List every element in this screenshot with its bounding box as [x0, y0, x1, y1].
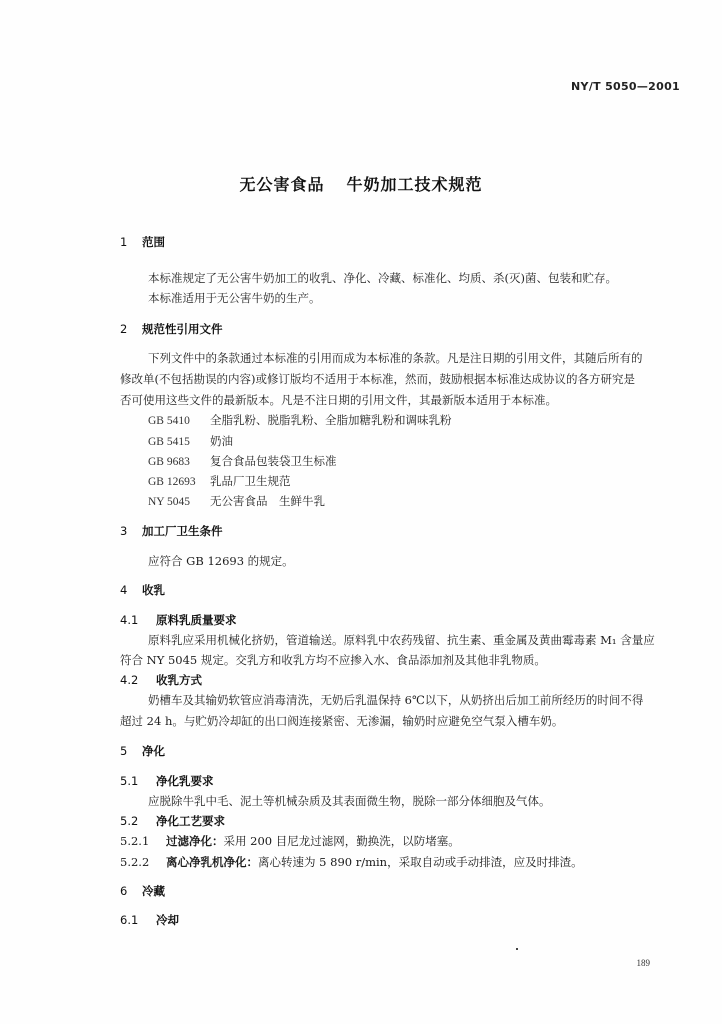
section-number: 6 — [120, 884, 128, 898]
document-title — [0, 172, 722, 195]
reference-name: 全脂乳粉、脱脂乳粉、全脂加糖乳粉和调味乳粉 — [210, 413, 452, 427]
section-number: 1 — [120, 235, 128, 249]
reference-name: 无公害食品 生鲜牛乳 — [210, 494, 325, 508]
clause-text: 采用 200 目尼龙过滤网，勤换洗，以防堵塞。 — [223, 834, 460, 848]
reference-code: NY 5045 — [148, 496, 191, 508]
section-4-2-line-2: 超过 24 h。与贮奶冷却缸的出口阀连接紧密、无渗漏，输奶时应避免空气泵入槽车奶。 — [120, 714, 564, 728]
section-4-1-line-1: 原料乳应采用机械化挤奶，管道输送。原料乳中农药残留、抗生素、重金属及黄曲霉毒素 M₁ 含量应 — [148, 633, 655, 647]
section-5-2-2 — [120, 854, 583, 870]
subsection-title: 冷却 — [156, 913, 179, 927]
subsection-number: 5.2 — [120, 814, 139, 828]
section-2-paragraph-line-3: 否可使用这些文件的最新版本。凡是不注日期的引用文件，其最新版本适用于本标准。 — [120, 393, 557, 407]
section-number: 4 — [120, 583, 128, 597]
section-title: 规范性引用文件 — [142, 322, 223, 336]
title-part-2: 牛奶加工技术规范 — [346, 175, 483, 194]
reference-code: GB 12693 — [148, 476, 196, 488]
section-2-paragraph-line-1: 下列文件中的条款通过本标准的引用而成为本标准的条款。凡是注日期的引用文件，其随后所有的 — [148, 351, 643, 365]
reference-item — [148, 412, 452, 428]
section-6-heading — [120, 883, 165, 899]
reference-code: GB 9683 — [148, 456, 190, 468]
subsection-number: 4.2 — [120, 673, 139, 687]
reference-item — [148, 493, 325, 509]
standard-code: NY/T 5050—2001 — [571, 80, 680, 93]
subsection-number: 5.1 — [120, 774, 139, 788]
title-part-1: 无公害食品 — [239, 175, 325, 194]
clause-number: 5.2.2 — [120, 855, 150, 869]
section-4-2-line-1: 奶槽车及其输奶软管应消毒清洗，无奶后乳温保持 6℃以下，从奶挤出后加工前所经历的时间不得 — [148, 693, 644, 707]
subsection-number: 4.1 — [120, 613, 139, 627]
reference-name: 奶油 — [210, 434, 233, 448]
section-1-heading — [120, 234, 165, 250]
reference-item — [148, 453, 337, 469]
scan-speck — [516, 948, 518, 950]
section-number: 2 — [120, 322, 128, 336]
section-4-1-heading — [120, 612, 237, 628]
section-title: 加工厂卫生条件 — [142, 524, 223, 538]
section-title: 范围 — [142, 235, 165, 249]
clause-title: 过滤净化： — [166, 834, 224, 848]
reference-code: GB 5410 — [148, 415, 190, 427]
subsection-title: 收乳方式 — [156, 673, 202, 687]
section-3-heading — [120, 523, 223, 539]
section-title: 冷藏 — [142, 884, 165, 898]
section-4-2-heading — [120, 672, 202, 688]
section-title: 收乳 — [142, 583, 165, 597]
clause-number: 5.2.1 — [120, 834, 150, 848]
page-number: 189 — [636, 958, 650, 968]
section-number: 5 — [120, 744, 128, 758]
reference-code: GB 5415 — [148, 436, 190, 448]
section-4-1-line-2: 符合 NY 5045 规定。交乳方和收乳方均不应掺入水、食品添加剂及其他非乳物质。 — [120, 653, 546, 667]
reference-name: 复合食品包装袋卫生标准 — [210, 454, 337, 468]
reference-name: 乳品厂卫生规范 — [210, 474, 291, 488]
section-2-heading — [120, 321, 223, 337]
section-1-paragraph-1: 本标准规定了无公害牛奶加工的收乳、净化、冷藏、标准化、均质、杀(灭)菌、包装和贮存。 — [148, 271, 617, 285]
reference-item — [148, 473, 291, 489]
subsection-number: 6.1 — [120, 913, 139, 927]
section-2-paragraph-line-2: 修改单(不包括勘误的内容)或修订版均不适用于本标准，然而，鼓励根据本标准达成协议的各方研究是 — [120, 372, 635, 386]
subsection-title: 净化乳要求 — [156, 774, 214, 788]
section-number: 3 — [120, 524, 128, 538]
reference-item — [148, 433, 233, 449]
section-title: 净化 — [142, 744, 165, 758]
section-5-2-heading — [120, 813, 225, 829]
section-5-1-line-1: 应脱除牛乳中毛、泥土等机械杂质及其表面微生物，脱除一部分体细胞及气体。 — [148, 794, 551, 808]
section-4-heading — [120, 582, 165, 598]
clause-title: 离心净乳机净化： — [166, 855, 258, 869]
clause-text: 离心转速为 5 890 r/min，采取自动或手动排渣，应及时排渣。 — [258, 855, 583, 869]
section-3-paragraph: 应符合 GB 12693 的规定。 — [148, 554, 294, 568]
section-5-heading — [120, 743, 165, 759]
subsection-title: 净化工艺要求 — [156, 814, 225, 828]
section-5-1-heading — [120, 773, 214, 789]
subsection-title: 原料乳质量要求 — [156, 613, 237, 627]
section-5-2-1 — [120, 833, 460, 849]
section-6-1-heading — [120, 912, 179, 928]
section-1-paragraph-2: 本标准适用于无公害牛奶的生产。 — [148, 291, 321, 305]
